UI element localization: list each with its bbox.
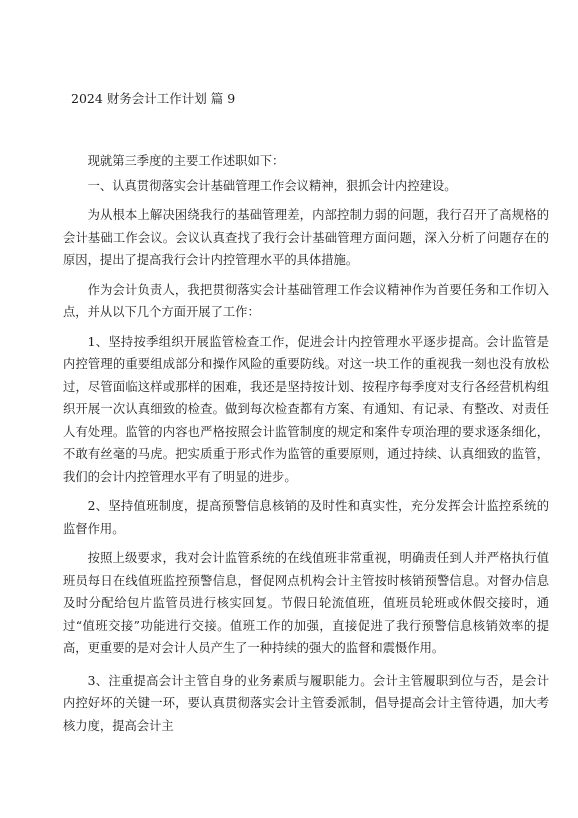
paragraph-item-1: 1、坚持按季组织开展监管检查工作，促进会计内控管理水平逐步提高。会计监管是内控管理的重要组成部分和操作风险的重要防线。对这一块工作的重视我一刻也没有放松过，尽管面临这样或那样的困难，我还是坚持按计划、按程序每季度对支行各经营机构组织开展一次认真细致的检查。做到每次检查都有方案、有通知、有记录、有整改、对责任人有处理。监管的内容也严格按照会计监管制度的规定和案件专项治理的要求逐条细化，不敢有丝毫的马虎。把实质重于形式作为监管的重要原则，通过持续、认真细致的监管，我们的会计内控管理水平有了明显的进步。: [63, 334, 549, 484]
paragraph-background: 为从根本上解决困绕我行的基础管理差，内部控制力弱的问题，我行召开了高规格的会计基础工作会议。会议认真查找了我行会计基础管理方面问题，深入分析了问题存在的原因，提出了提高我行会计内控管理水平的具体措施。: [63, 208, 549, 267]
paragraph-intro: 现就第三季度的主要工作述职如下：: [87, 154, 285, 168]
paragraph-responsibility: 作为会计负责人，我把贯彻落实会计基础管理工作会议精神作为首要任务和工作切入点，并从以下几个方面开展了工作：: [63, 282, 549, 319]
paragraph-item-2: 2、坚持值班制度，提高预警信息核销的及时性和真实性，充分发挥会计监控系统的监督作用。: [63, 499, 549, 536]
document-body: [63, 150, 549, 737]
paragraph-duty-detail: 按照上级要求，我对会计监管系统的在线值班非常重视，明确责任到人并严格执行值班员每日在线值班监控预警信息，督促网点机构会计主管按时核销预警信息。对督办信息及时分配给包片监管员进行核实回复。节假日轮流值班，值班员轮班或休假交接时，通过“值班交接”功能进行交接。值班工作的加强，直接促进了我行预警信息核销效率的提高，更重要的是对会计人员产生了一种持续的强大的监督和震慑作用。: [63, 551, 549, 655]
paragraph-item-3: 3、注重提高会计主管自身的业务素质与履职能力。会计主管履职到位与否，是会计内控好坏的关键一环，要认真贯彻落实会计主管委派制，倡导提高会计主管待遇，加大考核力度，提高会计主: [63, 673, 549, 733]
document-title: 2024 财务会计工作计划 篇 9: [71, 91, 236, 106]
paragraph-section-heading-1: 一、认真贯彻落实会计基础管理工作会议精神，狠抓会计内控建设。: [87, 178, 457, 193]
